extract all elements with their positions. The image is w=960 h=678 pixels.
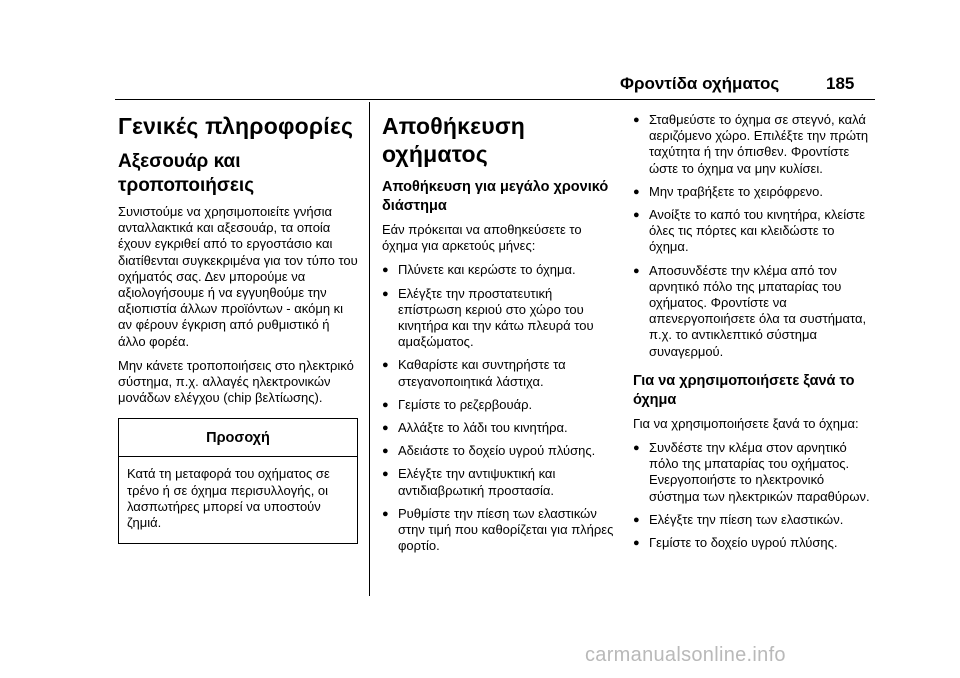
bullet-icon: ● bbox=[633, 513, 640, 526]
bullet-icon: ● bbox=[382, 422, 389, 435]
column-2 bbox=[382, 112, 614, 561]
list-item: ● Αλλάξτε το λάδι του κινητήρα. bbox=[382, 420, 568, 436]
bullet-icon: ● bbox=[382, 507, 389, 520]
bullet-icon: ● bbox=[633, 537, 640, 550]
bullet-icon: ● bbox=[633, 209, 640, 222]
paragraph-modifications: Μην κάνετε τροποποιήσεις στο ηλεκτρικό σύστημα, π.χ. αλλαγές ηλεκτρονικών μονάδων ελέγχου (chip βελτίωσης). bbox=[118, 357, 354, 406]
page-number: 185 bbox=[826, 74, 855, 93]
paragraph-accessories: Συνιστούμε να χρησιμοποιείτε γνήσια ανταλλακτικά και αξεσουάρ, τα οποία έχουν εγκριθεί από το εργοστάσιο και διατίθενται συγκεκριμένα για τον τύπο του οχήματός σας. Δεν μπορούμε να αξιολογήσουμε ή να εγγυηθούμε την αξιοπιστία άλλων προϊόντων - ακόμη κι αν φέρουν έγκριση από ρυθμιστικό ή άλλο φορέα. bbox=[118, 204, 358, 349]
bullet-icon: ● bbox=[633, 114, 640, 126]
paragraph-storage-intro: Εάν πρόκειται να αποθηκεύσετε το όχημα για αρκετούς μήνες: bbox=[382, 222, 582, 254]
list-item: ● Ελέγξτε την προστατευτική επίστρωση κεριού στο χώρο του κινητήρα και την κάτω πλευρά του αμαξώματος. bbox=[382, 285, 594, 350]
column-3 bbox=[633, 112, 875, 558]
bullet-icon: ● bbox=[382, 445, 389, 458]
bullet-icon: ● bbox=[633, 442, 640, 455]
list-item: ● Αποσυνδέστε την κλέμα από τον αρνητικό πόλο της μπαταρίας του οχήματος. Φροντίστε να απενεργοποιήσετε όλα τα συστήματα, π.χ. το αντικλεπτικό σύστημα συναγερμού. bbox=[633, 262, 867, 359]
header-rule bbox=[115, 99, 875, 100]
column-divider bbox=[369, 102, 370, 596]
section-title-vehicle-storage: Αποθήκευση οχήματος bbox=[382, 113, 526, 167]
bullet-icon: ● bbox=[382, 468, 389, 481]
bullet-icon: ● bbox=[382, 398, 389, 411]
caution-box bbox=[118, 418, 358, 544]
section-title-general-info: Γενικές πληροφορίες bbox=[118, 113, 354, 139]
list-item: ● Σταθμεύστε το όχημα σε στεγνό, καλά αεριζόμενο χώρο. Επιλέξτε την πρώτη ταχύτητα ή την όπισθεν. Φροντίστε ώστε το όχημα να μην κυλίσει. bbox=[633, 112, 869, 176]
column-1 bbox=[118, 112, 358, 544]
watermark: carmanualsonline.info bbox=[585, 644, 786, 666]
list-item: ● Ελέγξτε την αντιψυκτική και αντιδιαβρωτική προστασία. bbox=[382, 466, 556, 498]
bullet-icon: ● bbox=[382, 264, 389, 277]
subsection-title-accessories: Αξεσουάρ και τροποποιήσεις bbox=[118, 151, 255, 196]
list-item: ● Γεμίστε το δοχείο υγρού πλύσης. bbox=[633, 535, 838, 551]
subsection-title-long-term-storage: Αποθήκευση για μεγάλο χρονικό διάστημα bbox=[382, 179, 609, 214]
storage-steps-list-continued bbox=[633, 112, 875, 360]
subsection-title-reuse-vehicle: Για να χρησιμοποιήσετε ξανά το όχημα bbox=[633, 372, 855, 408]
bullet-icon: ● bbox=[382, 287, 389, 300]
paragraph-reuse-intro: Για να χρησιμοποιήσετε ξανά το όχημα: bbox=[633, 415, 859, 431]
list-item: ● Ελέγξτε την πίεση των ελαστικών. bbox=[633, 511, 844, 527]
caution-body: Κατά τη μεταφορά του οχήματος σε τρένο ή σε όχημα περισυλλογής, οι λασπωτήρες μπορεί να υποστούν ζημιά. bbox=[127, 466, 330, 531]
reuse-steps-list bbox=[633, 440, 875, 551]
storage-steps-list bbox=[382, 262, 614, 554]
caution-title: Προσοχή bbox=[119, 419, 357, 457]
list-item: ● Πλύνετε και κερώστε το όχημα. bbox=[382, 262, 576, 278]
header-title: Φροντίδα οχήματος bbox=[620, 74, 780, 93]
list-item: ● Γεμίστε το ρεζερβουάρ. bbox=[382, 396, 533, 412]
list-item: ● Αδειάστε το δοχείο υγρού πλύσης. bbox=[382, 443, 596, 459]
list-item: ● Συνδέστε την κλέμα στον αρνητικό πόλο της μπαταρίας του οχήματος. Ενεργοποιήστε το ηλεκτρονικό σύστημα των ηλεκτρικών παραθύρων. bbox=[633, 440, 870, 504]
bullet-icon: ● bbox=[633, 264, 640, 277]
list-item: ● Ρυθμίστε την πίεση των ελαστικών στην τιμή που καθορίζεται για πλήρες φορτίο. bbox=[382, 505, 614, 554]
list-item: ● Καθαρίστε και συντηρήστε τα στεγανοποιητικά λάστιχα. bbox=[382, 357, 566, 389]
bullet-icon: ● bbox=[382, 359, 389, 372]
list-item: ● Μην τραβήξετε το χειρόφρενο. bbox=[633, 183, 823, 199]
page-header bbox=[0, 72, 960, 100]
bullet-icon: ● bbox=[633, 185, 640, 198]
list-item: ● Ανοίξτε το καπό του κινητήρα, κλείστε όλες τις πόρτες και κλειδώστε το όχημα. bbox=[633, 207, 866, 255]
